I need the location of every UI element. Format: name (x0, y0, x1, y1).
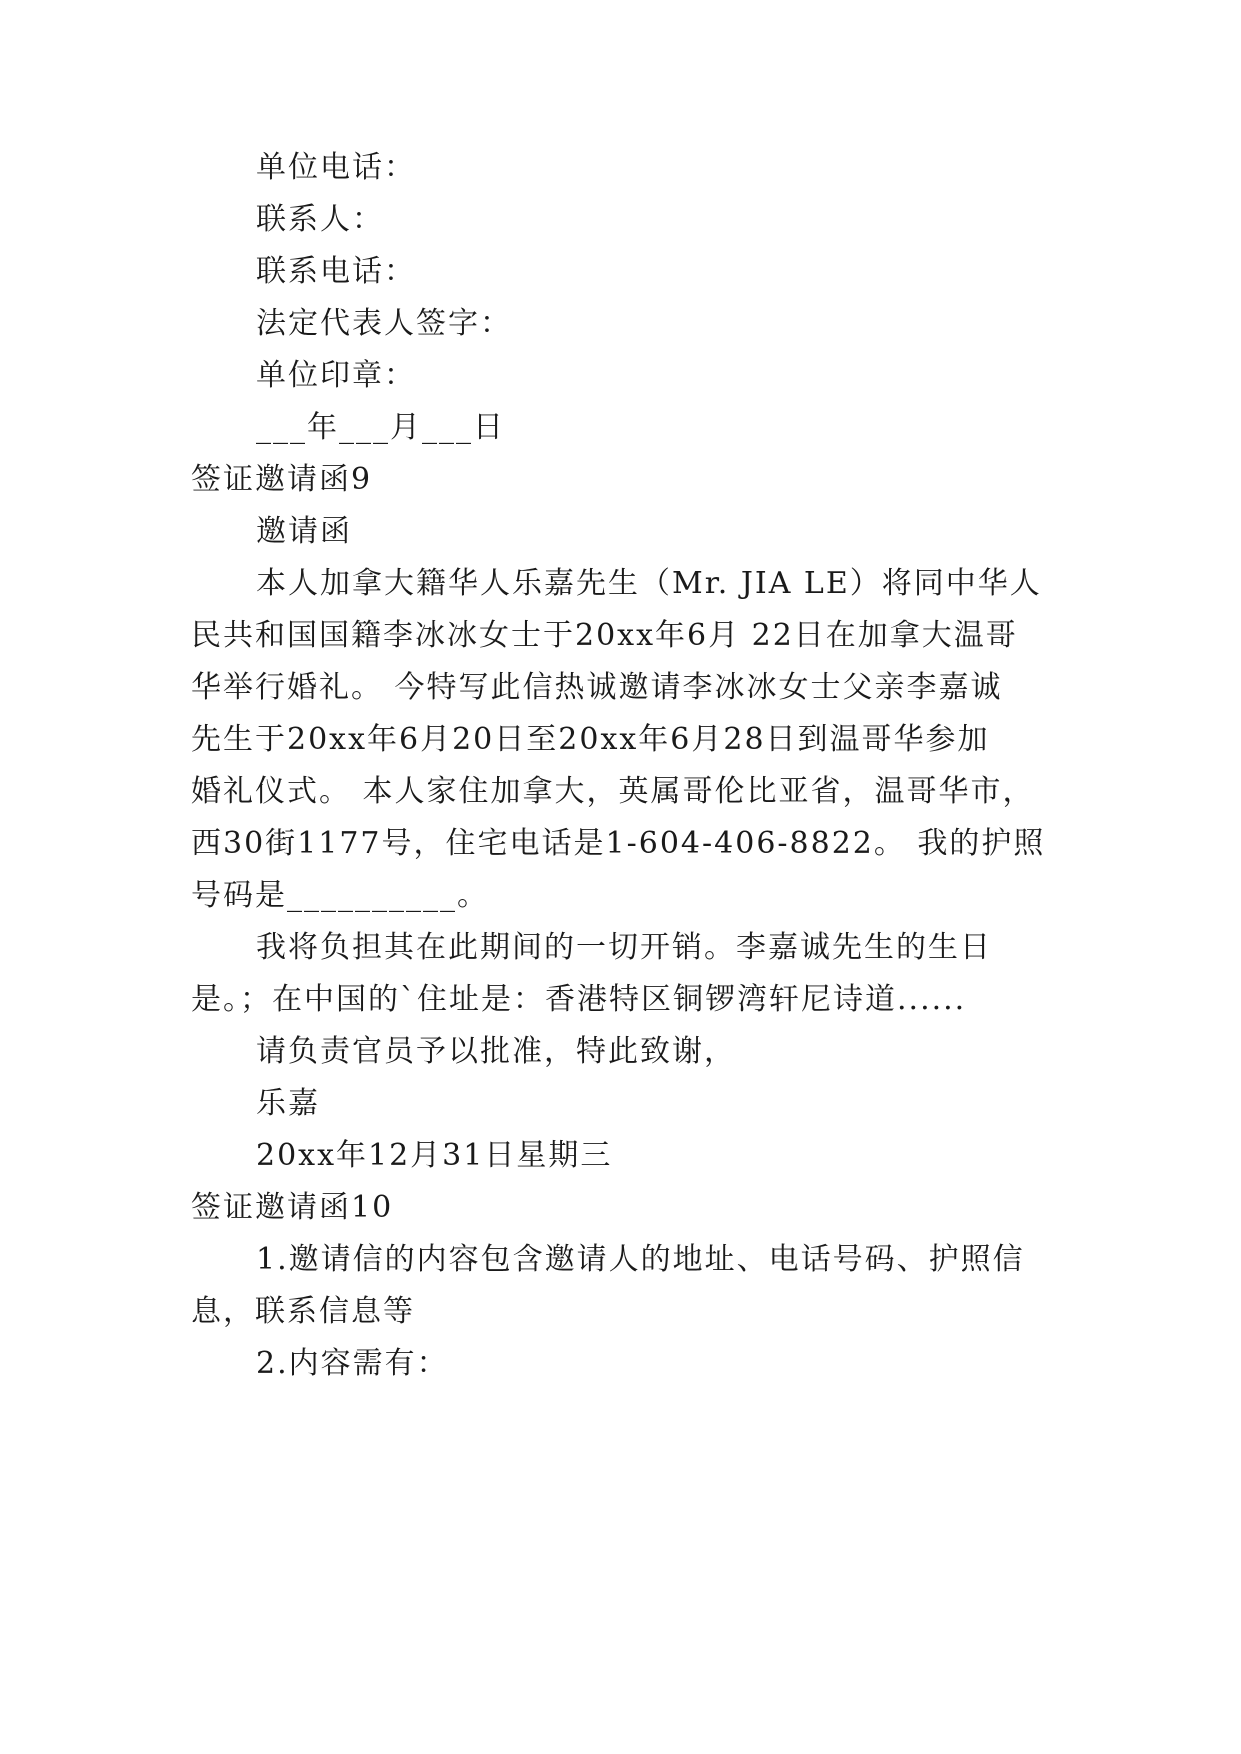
letter-9-body-line: 华举行婚礼。 今特写此信热诚邀请李冰冰女士父亲李嘉诚 (191, 670, 1003, 705)
letter-9-body2-line: 是。；在中国的`住址是：香港特区铜锣湾轩尼诗道...... (191, 982, 967, 1017)
unit-seal-field: 单位印章： (256, 358, 416, 393)
date-blank-field: ___年___月___日 (256, 410, 505, 445)
letter-10-item-line: 1.邀请信的内容包含邀请人的地址、电话号码、护照信 (256, 1242, 1025, 1277)
letter-9-closing: 请负责官员予以批准，特此致谢， (256, 1034, 736, 1069)
letter-9-date: 20xx年12月31日星期三 (256, 1138, 613, 1173)
letter-9-title: 邀请函 (256, 514, 352, 549)
contact-person-field: 联系人： (256, 202, 384, 237)
letter-9-heading: 签证邀请函9 (191, 462, 373, 497)
letter-9-body-line: 民共和国国籍李冰冰女士于20xx年6月 22日在加拿大温哥 (191, 618, 1018, 653)
letter-9-body-line: 西30街1177号，住宅电话是1-604-406-8822。 我的护照 (191, 826, 1046, 861)
letter-9-signature: 乐嘉 (256, 1086, 320, 1121)
letter-9-body-line: 本人加拿大籍华人乐嘉先生（Mr. JIA LE）将同中华人 (256, 566, 1042, 601)
contact-phone-field: 联系电话： (256, 254, 416, 289)
letter-10-item-2: 2.内容需有： (256, 1346, 449, 1381)
letter-10-item-line: 息，联系信息等 (191, 1294, 415, 1329)
letter-9-body-line: 先生于20xx年6月20日至20xx年6月28日到温哥华参加 (191, 722, 990, 757)
legal-rep-signature-field: 法定代表人签字： (256, 306, 512, 341)
letter-10-heading: 签证邀请函10 (191, 1190, 394, 1225)
letter-9-body-line: 婚礼仪式。 本人家住加拿大，英属哥伦比亚省，温哥华市， (191, 774, 1035, 809)
letter-9-body-line: 号码是__________。 (191, 878, 489, 913)
unit-phone-field: 单位电话： (256, 150, 416, 185)
letter-9-body2-line: 我将负担其在此期间的一切开销。李嘉诚先生的生日 (256, 930, 992, 965)
